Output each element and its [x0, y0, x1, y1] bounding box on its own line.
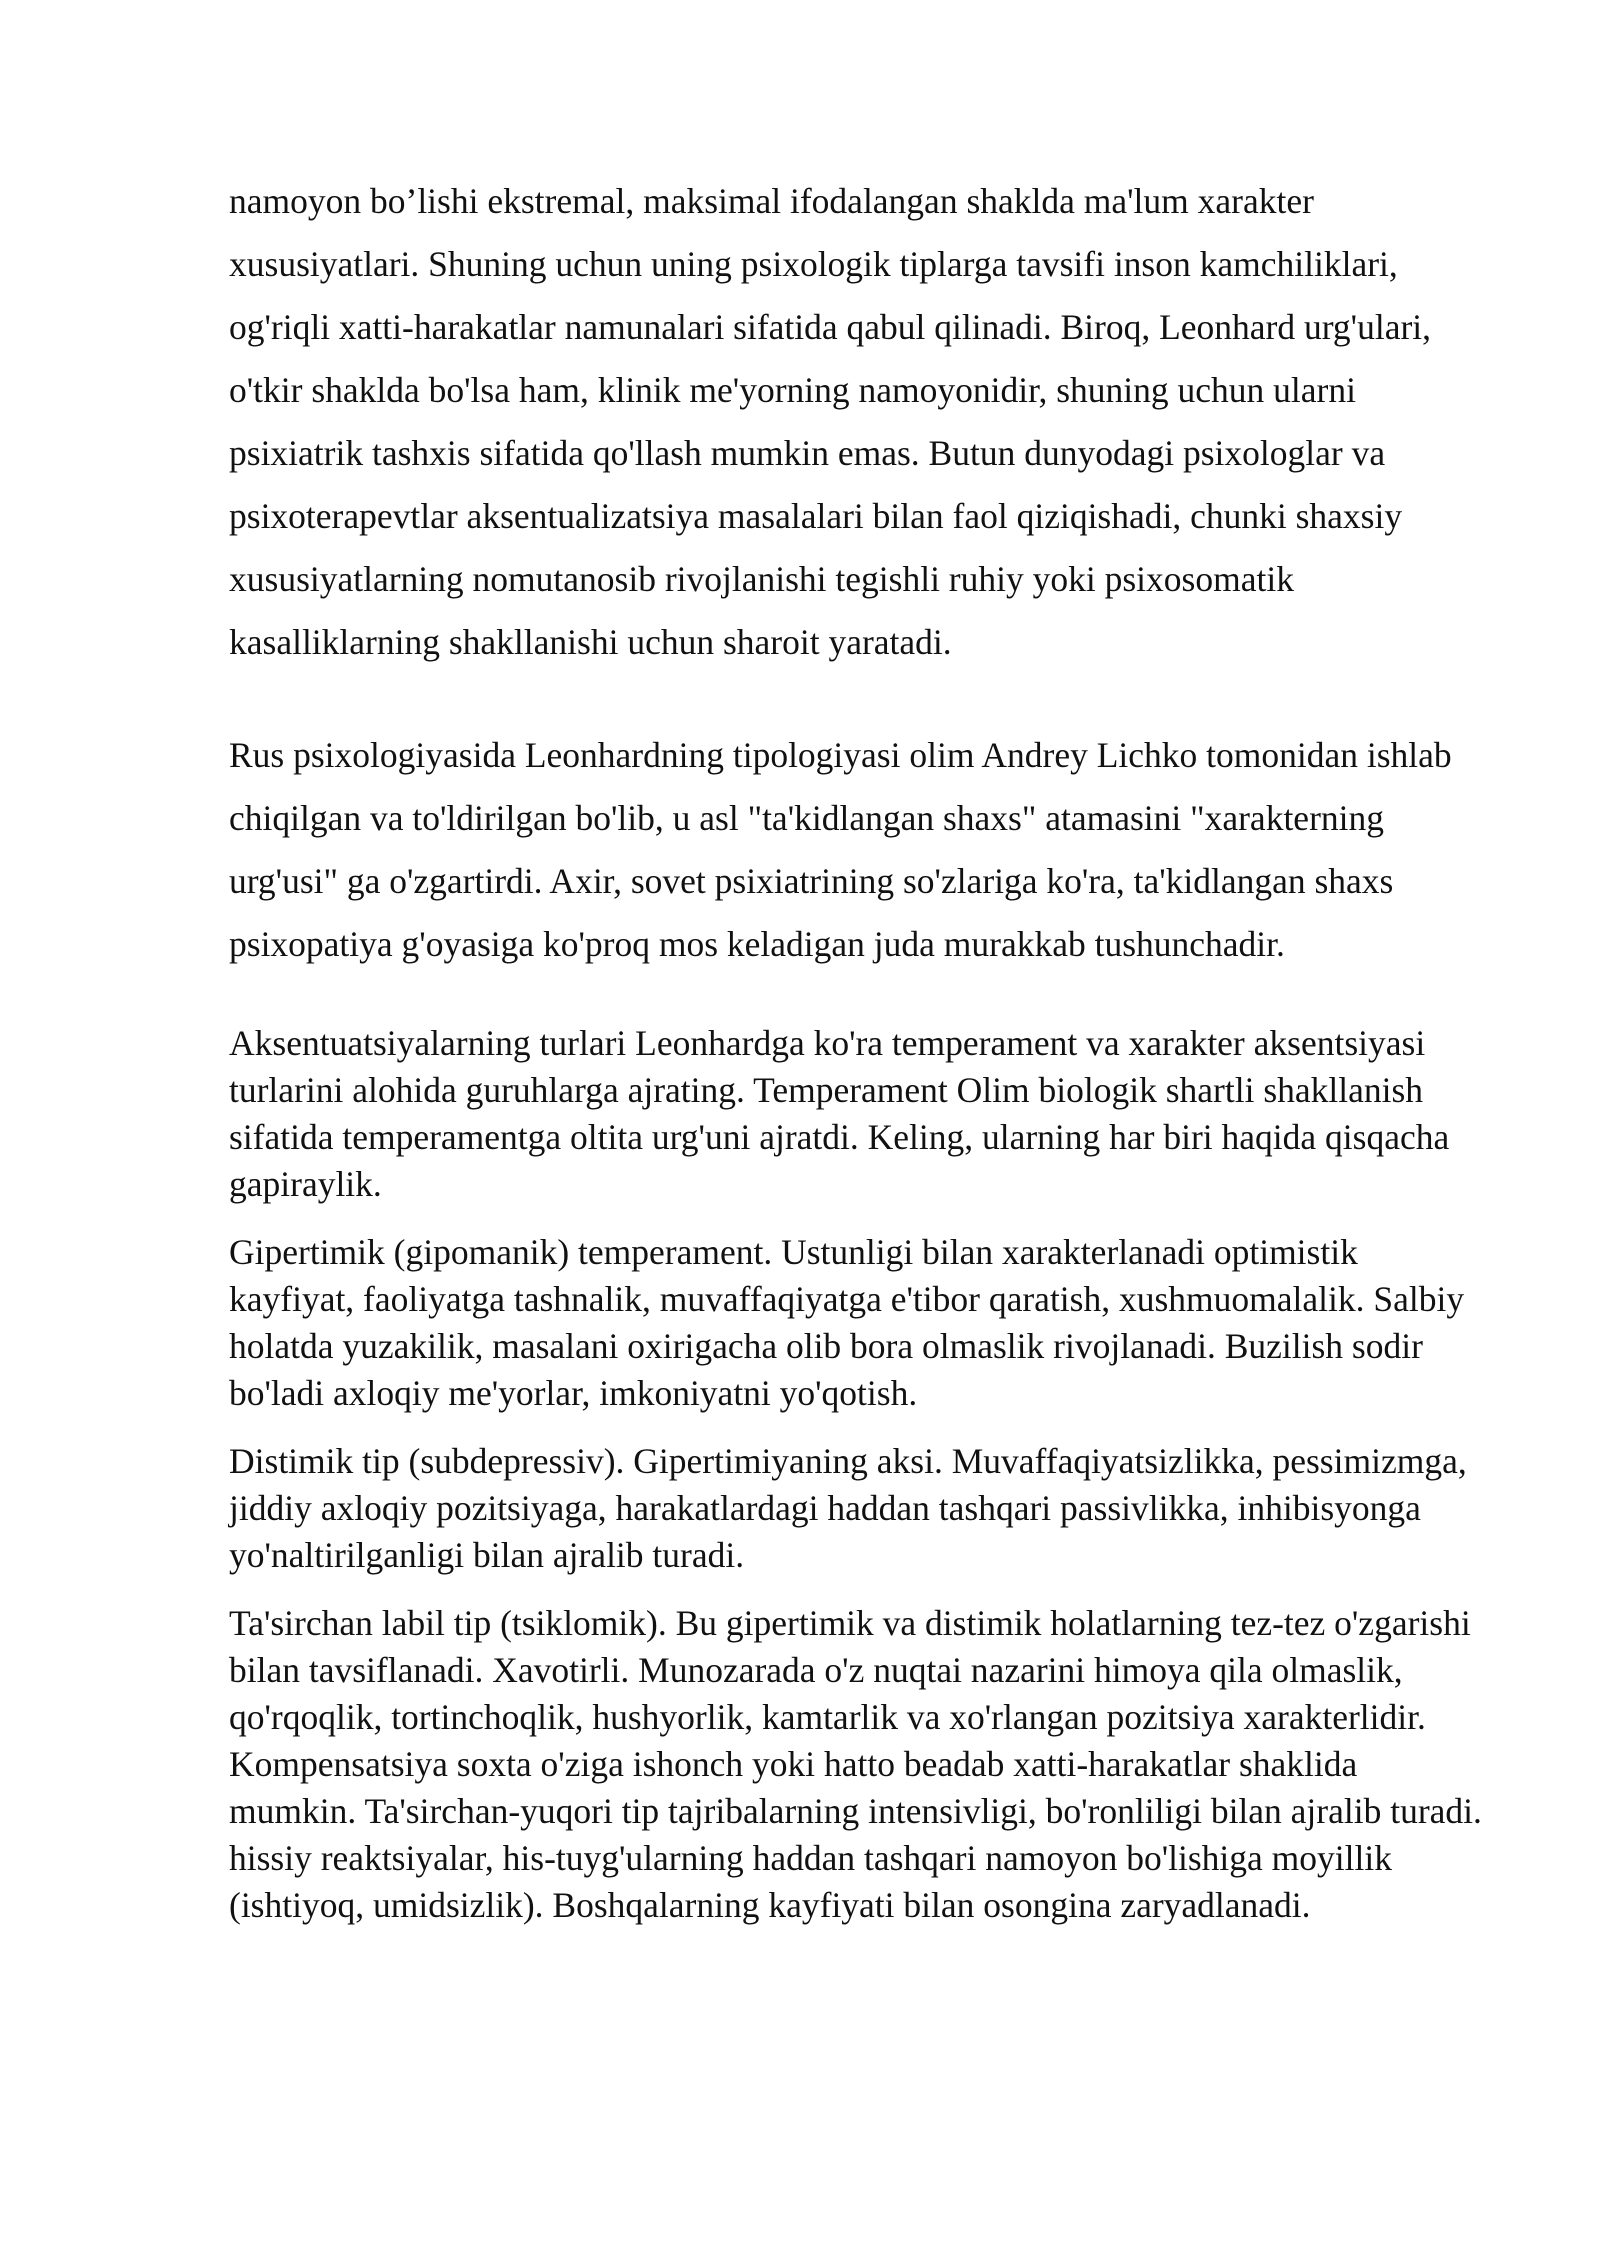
- paragraph-lichko-typology: Rus psixologiyasida Leonhardning tipologiyasi olim Andrey Lichko tomonidan ishlab chiqilgan va to'ldirilgan bo'lib, u asl "ta'kidlangan shaxs" atamasini "xarakterning urg'usi" ga o'zgartirdi. Axir, sovet psixiatrining so'zlariga ko'ra, ta'kidlangan shaxs psixopatiya g'oyasiga ko'proq mos keladigan juda murakkab tushunchadir.: [229, 735, 1452, 964]
- paragraph-accentuation-types: Aksentuatsiyalarning turlari Leonhardga ko'ra temperament va xarakter aksentsiyasi turlarini alohida guruhlarga ajrating. Temperament Olim biologik shartli shakllanish sifatida temperamentga oltita urg'uni ajratdi. Keling, ularning har biri haqida qisqacha gapiraylik.: [229, 1023, 1450, 1204]
- paragraph-hyperthymic-type: Gipertimik (gipomanik) temperament. Ustunligi bilan xarakterlanadi optimistik kayfiyat, faoliyatga tashnalik, muvaffaqiyatga e'tibor qaratish, xushmuomalalik. Salbiy holatda yuzakilik, masalani oxirigacha olib bora olmaslik rivojlanadi. Buzilish sodir bo'ladi axloqiy me'yorlar, imkoniyatni yo'qotish.: [229, 1232, 1465, 1413]
- paragraph-labile-type: Ta'sirchan labil tip (tsiklomik). Bu gipertimik va distimik holatlarning tez-tez o'zgarishi bilan tavsiflanadi. Xavotirli. Munozarada o'z nuqtai nazarini himoya qila olmaslik, qo'rqoqlik, tortinchoqlik, hushyorlik, kamtarlik va xo'rlangan pozitsiya xarakterlidir. Kompensatsiya soxta o'ziga ishonch yoki hatto beadab xatti-harakatlar shaklida mumkin. Ta'sirchan-yuqori tip tajribalarning intensivligi, bo'ronliligi bilan ajralib turadi. hissiy reaktsiyalar, his-tuyg'ularning haddan tashqari namoyon bo'lishiga moyillik (ishtiyoq, umidsizlik). Boshqalarning kayfiyati bilan osongina zaryadlanadi.: [229, 1603, 1482, 1925]
- paragraph-dysthymic-type: Distimik tip (subdepressiv). Gipertimiyaning aksi. Muvaffaqiyatsizlikka, pessimizmga, jiddiy axloqiy pozitsiyaga, harakatlardagi haddan tashqari passivlikka, inhibisyonga yo'naltirilganligi bilan ajralib turadi.: [229, 1441, 1467, 1575]
- document-page: [229, 170, 1489, 1929]
- paragraph-accentuation-intro: namoyon bo’lishi ekstremal, maksimal ifodalangan shaklda ma'lum xarakter xususiyatlari. Shuning uchun uning psixologik tiplarga tavsifi inson kamchiliklari, og'riqli xatti-harakatlar namunalari sifatida qabul qilinadi. Biroq, Leonhard urg'ulari, o'tkir shaklda bo'lsa ham, klinik me'yorning namoyonidir, shuning uchun ularni psixiatrik tashxis sifatida qo'llash mumkin emas. Butun dunyodagi psixologlar va psixoterapevtlar aksentualizatsiya masalalari bilan faol qiziqishadi, chunki shaxsiy xususiyatlarning nomutanosib rivojlanishi tegishli ruhiy yoki psixosomatik kasalliklarning shakllanishi uchun sharoit yaratadi.: [229, 181, 1432, 662]
